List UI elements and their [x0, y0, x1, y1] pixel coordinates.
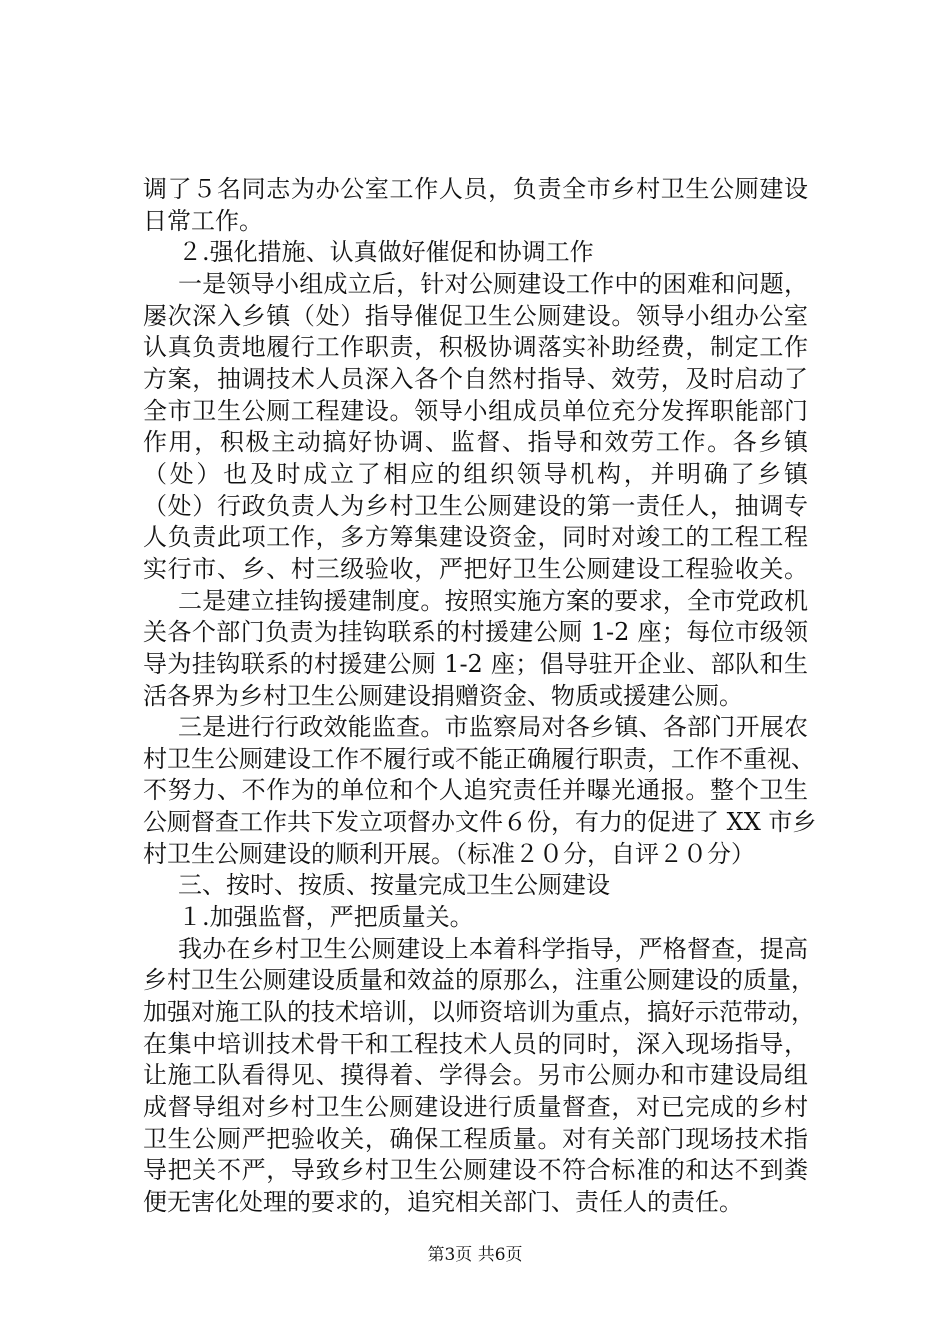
text-line: 村卫生公厕建设的顺利开展。（标准２０分，自评２０分） — [143, 839, 755, 868]
text-line: 认真负责地履行工作职责，积极协调落实补助经费，制定工作 — [143, 333, 808, 362]
text-line: 三是进行行政效能监查。市监察局对各乡镇、各部门开展农 — [178, 713, 808, 742]
paragraph-paired-assistance — [143, 586, 808, 713]
subheading-strengthen-measures — [143, 237, 808, 269]
paragraph-leadership-group — [143, 269, 808, 586]
text-line: （处）也及时成立了相应的组织领导机构，并明确了乡镇 — [143, 459, 808, 488]
text-line: 村卫生公厕建设工作不履行或不能正确履行职责，工作不重视、 — [143, 744, 815, 773]
text-line: 人负责此项工作，多方筹集建设资金，同时对竣工的工程工程 — [143, 523, 808, 552]
text-line: 不努力、不作为的单位和个人追究责任并曝光通报。整个卫生 — [143, 776, 808, 805]
document-body — [143, 174, 817, 1219]
page-footer — [0, 1243, 950, 1267]
paragraph-continuation — [143, 174, 808, 237]
text-line: 乡村卫生公厕建设质量和效益的原那么，注重公厕建设的质量， — [143, 966, 815, 995]
page-number: 第3页 共6页 — [427, 1245, 523, 1265]
text-line: 一是领导小组成立后，针对公厕建设工作中的困难和问题， — [178, 269, 808, 298]
text-line: 实行市、乡、村三级验收，严把好卫生公厕建设工程验收关。 — [143, 554, 808, 583]
text-line: 导为挂钩联系的村援建公厕 1-2 座；倡导驻开企业、部队和生 — [143, 649, 808, 678]
section-heading-text: 三、按时、按质、按量完成卫生公厕建设 — [178, 871, 610, 900]
text-line: 屡次深入乡镇（处）指导催促卫生公厕建设。领导小组办公室 — [143, 301, 808, 330]
text-line: 日常工作。 — [143, 206, 263, 235]
text-line: 我办在乡村卫生公厕建设上本着科学指导，严格督查，提高 — [178, 934, 808, 963]
section-heading-three — [143, 870, 808, 902]
text-line: 全市卫生公厕工程建设。领导小组成员单位充分发挥职能部门 — [143, 396, 808, 425]
text-line: （处）行政负责人为乡村卫生公厕建设的第一责任人，抽调专 — [143, 491, 808, 520]
paragraph-quality-control — [143, 934, 815, 1219]
text-line: 卫生公厕严把验收关，确保工程质量。对有关部门现场技术指 — [143, 1124, 808, 1153]
text-line: 在集中培训技术骨干和工程技术人员的同时，深入现场指导， — [143, 1029, 808, 1058]
text-line: 便无害化处理的要求的，追究相关部门、责任人的责任。 — [143, 1188, 743, 1216]
text-line: 加强对施工队的技术培训，以师资培训为重点，搞好示范带动， — [143, 998, 815, 1027]
text-line: 方案，抽调技术人员深入各个自然村指导、效劳，及时启动了 — [143, 364, 808, 393]
subheading-text: １.加强监督，严把质量关。 — [178, 903, 474, 932]
text-line: 公厕督查工作共下发立项督办文件６份，有力的促进了 XX 市乡 — [143, 808, 817, 837]
text-line: 导把关不严，导致乡村卫生公厕建设不符合标准的和达不到粪 — [143, 1156, 808, 1185]
text-line: 作用，积极主动搞好协调、监督、指导和效劳工作。各乡镇 — [143, 428, 808, 457]
subheading-text: ２.强化措施、认真做好催促和协调工作 — [178, 238, 594, 267]
subheading-quality-supervision — [143, 902, 808, 934]
text-line: 让施工队看得见、摸得着、学得会。另市公厕办和市建设局组 — [143, 1061, 808, 1090]
text-line: 关各个部门负责为挂钩联系的村援建公厕 1-2 座；每位市级领 — [143, 618, 808, 647]
paragraph-efficiency-supervision — [143, 712, 817, 870]
text-line: 调了５名同志为办公室工作人员，负责全市乡村卫生公厕建设 — [143, 175, 808, 203]
text-line: 成督导组对乡村卫生公厕建设进行质量督查，对已完成的乡村 — [143, 1093, 808, 1122]
text-line: 二是建立挂钩援建制度。按照实施方案的要求，全市党政机 — [178, 586, 808, 615]
text-line: 活各界为乡村卫生公厕建设捐赠资金、物质或援建公厕。 — [143, 681, 743, 710]
